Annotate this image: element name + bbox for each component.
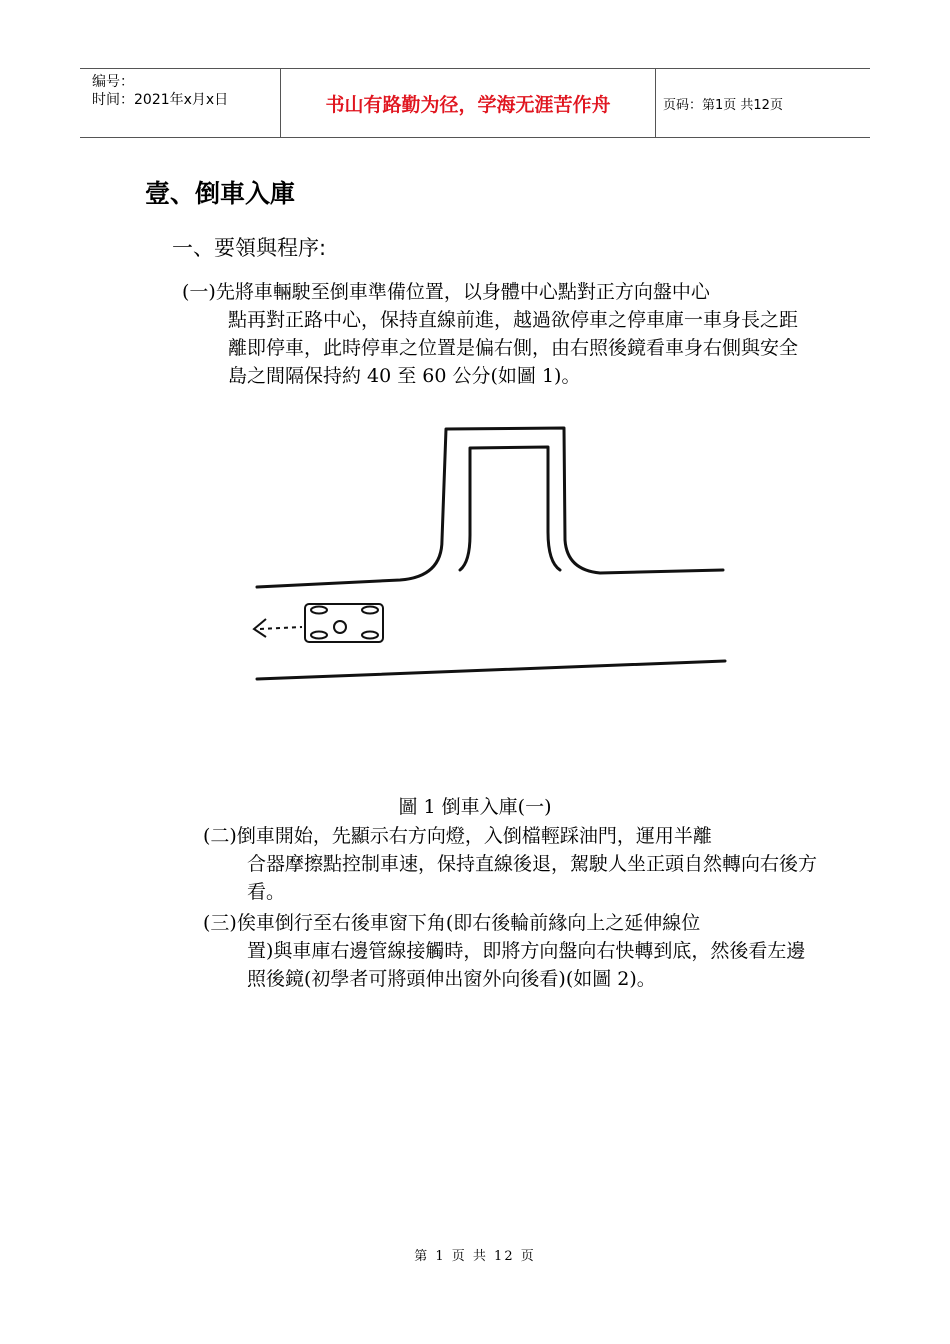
paragraph-3-body: 置)與車庫右邊管線接觸時，即將方向盤向右快轉到底，然後看左邊照後鏡(初學者可將頭伸出窗外向後看)(如圖 2)。: [247, 940, 806, 990]
paragraph-2-body: 合器摩擦點控制車速，保持直線後退，駕駛人坐正頭自然轉向右後方看。: [247, 853, 818, 903]
paragraph-2-first-line: (二)倒車開始，先顯示右方向燈，入倒檔輕踩油門，運用半離: [203, 825, 712, 847]
road-upper-edge-left: [257, 428, 723, 587]
paragraph-2: [203, 822, 823, 906]
direction-arrow-icon: [254, 619, 302, 637]
time-label: 时间：2021年x月x日: [92, 92, 229, 108]
page-footer: 第 1 页 共 12 页: [414, 1249, 536, 1264]
car-icon: [305, 604, 383, 642]
document-header: [80, 68, 870, 138]
paragraph-3-first-line: (三)俟車倒行至右後車窗下角(即右後輪前緣向上之延伸線位: [203, 912, 701, 934]
figure-caption: 圖 1 倒車入庫(一): [398, 796, 552, 818]
subsection-title: 一、要領與程序:: [172, 236, 327, 260]
paragraph-1-body: 點再對正路中心，保持直線前進，越過欲停車之停車庫一車身長之距離即停車，此時停車之位置是偏右側，由右照後鏡看車身右側與安全島之間隔保持約 40 至 60 公分(如圖 1)。: [228, 309, 799, 387]
header-info-cell: [80, 69, 280, 137]
figure-garage-diagram: [230, 420, 740, 770]
header-motto: 书山有路勤为径，学海无涯苦作舟: [280, 69, 656, 137]
paragraph-1-first-line: (一)先將車輛駛至倒車準備位置，以身體中心點對正方向盤中心: [182, 281, 710, 303]
garage-inner-outline: [460, 447, 560, 570]
paragraph-1: [182, 278, 822, 390]
header-page-label: 页码：第1页 共12页: [663, 97, 783, 113]
paragraph-3: [203, 909, 823, 993]
number-label: 编号：: [92, 74, 134, 90]
section-title: 壹、倒車入庫: [145, 179, 296, 208]
road-lower-edge: [257, 661, 725, 679]
